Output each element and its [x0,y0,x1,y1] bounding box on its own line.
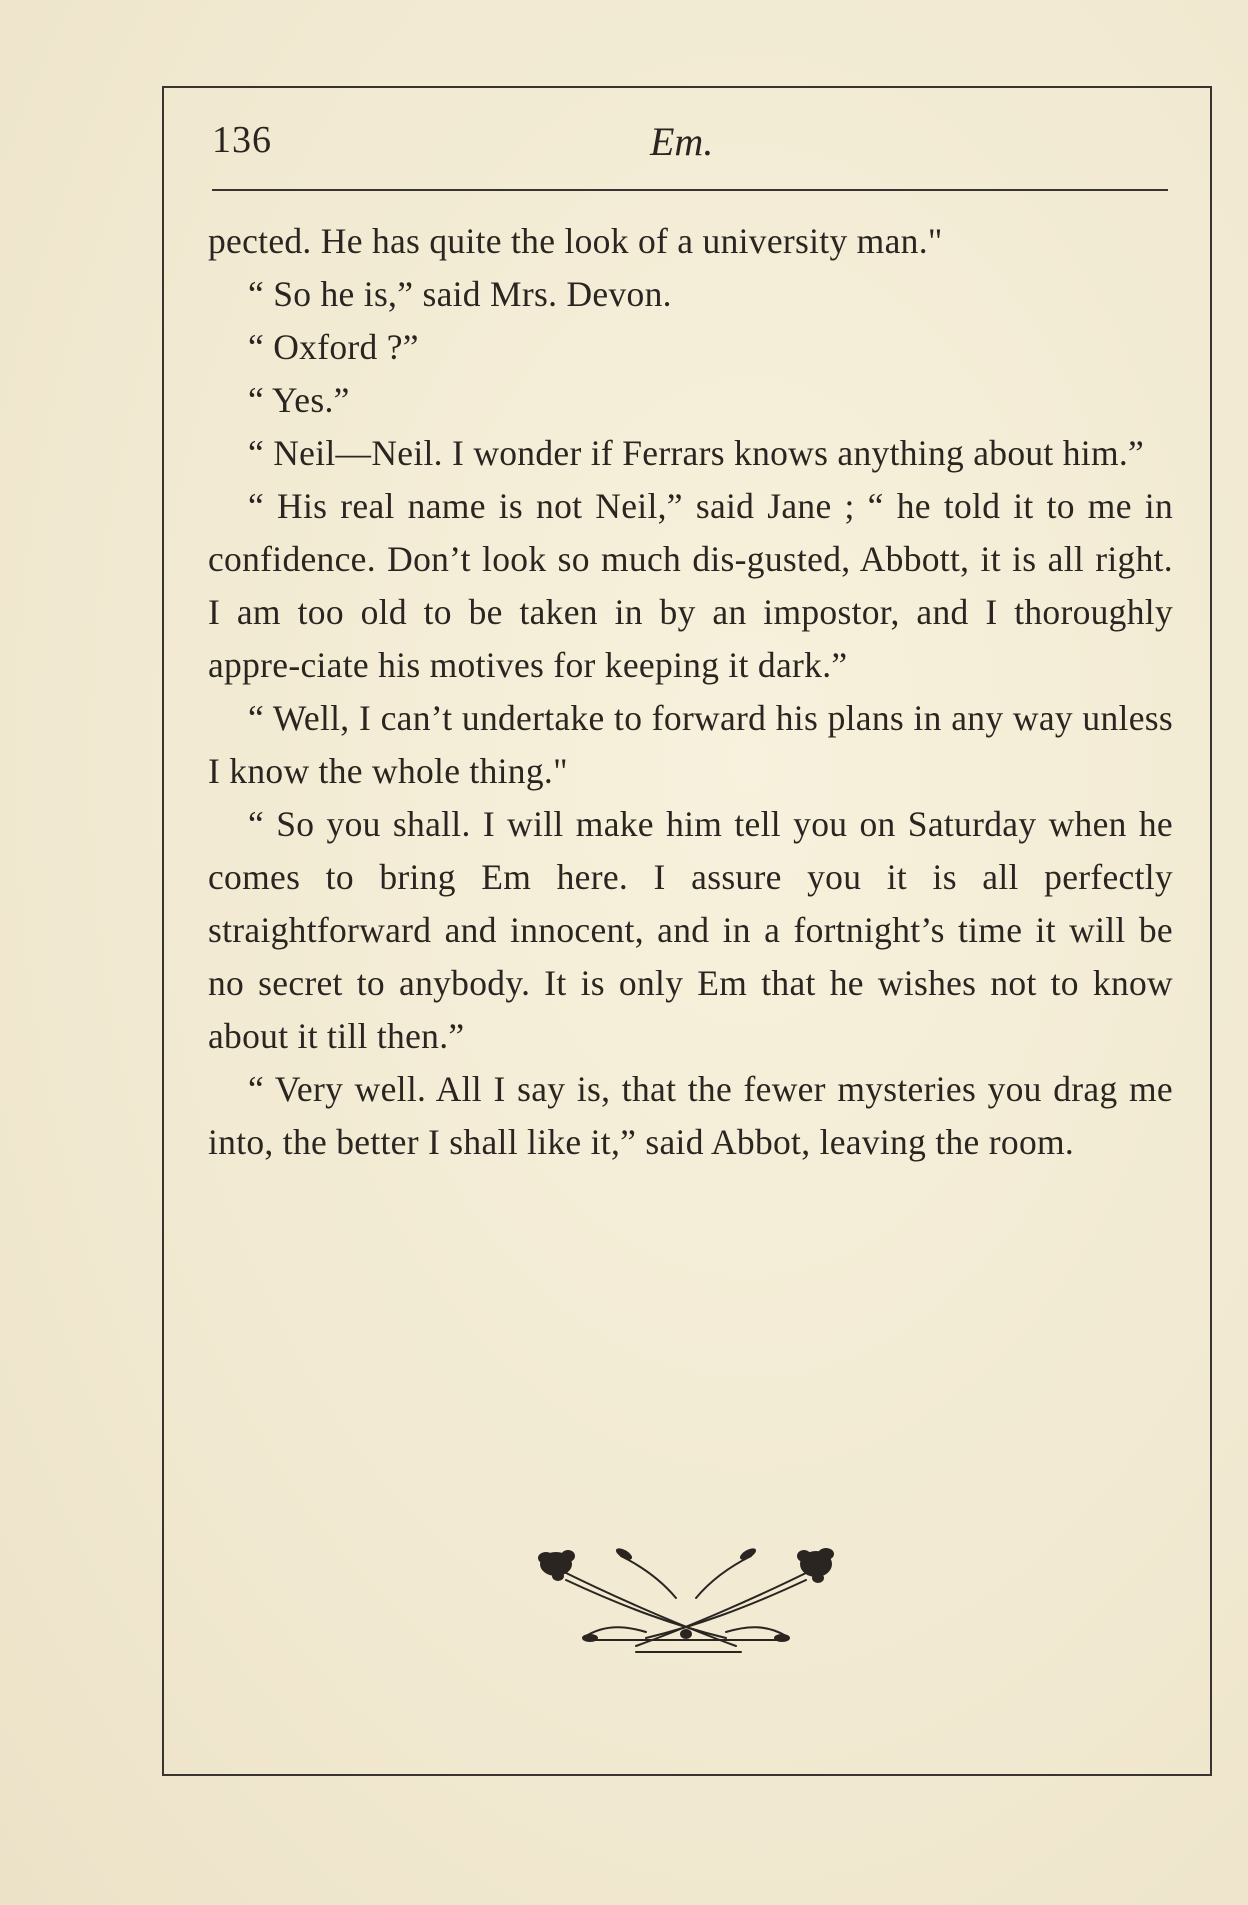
running-title: Em. [650,119,714,164]
paragraph: pected. He has quite the look of a university man." [208,221,943,261]
paragraph: “ Very well. All I say is, that the fewer mysteries you drag me into, the better I shall like it,” said Abbot, leaving the room. [208,1069,1173,1162]
running-header [212,112,1172,172]
floral-tailpiece-icon [526,1528,846,1658]
header-rule [212,189,1168,191]
paragraph: “ His real name is not Neil,” said Jane ; “ he told it to me in confidence. Don’t look so much dis-gusted, Abbott, it is all right. I am too old to be taken in by an impostor, and I thoroughly appre-ciate his motives for keeping it dark.” [208,486,1173,685]
paragraph: “ Neil—Neil. I wonder if Ferrars knows anything about him.” [248,433,1145,473]
paragraph: “ So you shall. I will make him tell you on Saturday when he comes to bring Em here. I assure you it is all perfectly straightforward and innocent, and in a fortnight’s time it will be no secret to anybody. It is only Em that he wishes not to know about it till then.” [208,804,1173,1056]
body-text [208,215,1173,1169]
paragraph: “ So he is,” said Mrs. Devon. [248,274,672,314]
page-number: 136 [212,119,272,161]
paragraph: “ Well, I can’t undertake to forward his plans in any way unless I know the whole thing." [208,698,1173,791]
paragraph: “ Yes.” [248,380,350,420]
paragraph: “ Oxford ?” [248,327,419,367]
